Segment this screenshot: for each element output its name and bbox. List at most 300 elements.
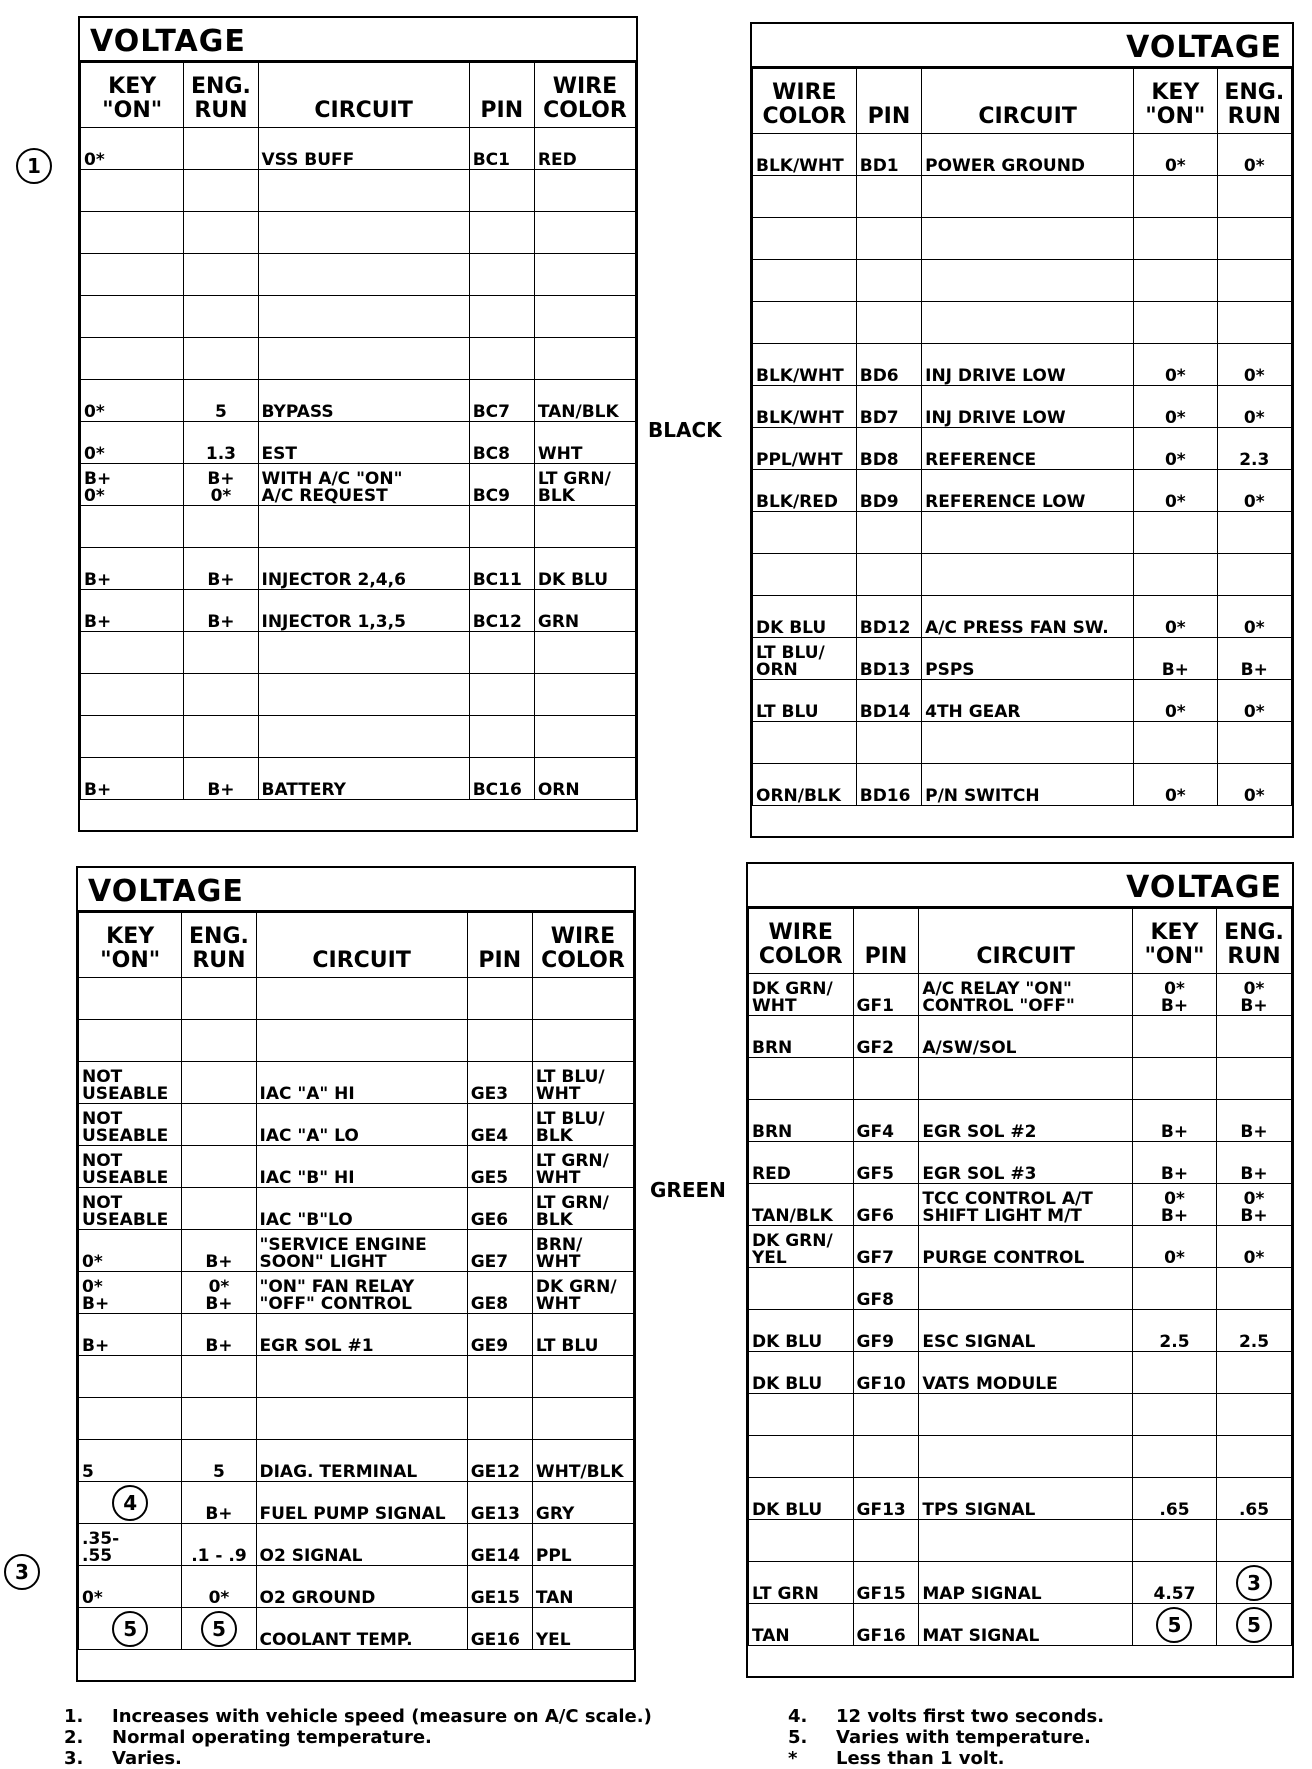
footnote: 3. Varies.: [64, 1748, 182, 1769]
cell-run: [184, 254, 258, 296]
cell-wire: [749, 1058, 854, 1100]
cell-circuit: [919, 1058, 1133, 1100]
cell-wire: [534, 338, 635, 380]
cell-run: 5: [182, 1440, 256, 1482]
cell-circuit: [919, 1268, 1133, 1310]
cell-pin: [469, 716, 534, 758]
table-row: [79, 1230, 634, 1272]
cell-key: 0*: [1132, 1226, 1216, 1268]
table-row: [81, 464, 636, 506]
cell-circuit: [919, 1436, 1133, 1478]
cell-wire: BLK/WHT: [753, 134, 857, 176]
table-row: [79, 978, 634, 1020]
cell-wire: [749, 1394, 854, 1436]
footnote: 5. Varies with temperature.: [788, 1727, 1091, 1748]
cell-key: .65: [1132, 1478, 1216, 1520]
cell-pin: GE12: [467, 1440, 532, 1482]
table-row: [753, 680, 1292, 722]
cell-key: 5: [79, 1440, 182, 1482]
cell-key: B+: [79, 1314, 182, 1356]
cell-wire: WHT/BLK: [532, 1440, 633, 1482]
cell-circuit: IAC "A" HI: [256, 1062, 467, 1104]
cell-wire: [749, 1268, 854, 1310]
cell-key: [1132, 1058, 1216, 1100]
table-row: [79, 1062, 634, 1104]
cell-circuit: [922, 512, 1134, 554]
cell-key: [1132, 1352, 1216, 1394]
table-row: [749, 1604, 1292, 1646]
cell-run: 0*: [1217, 386, 1291, 428]
cell-pin: GF13: [853, 1478, 919, 1520]
table-row: [753, 302, 1292, 344]
cell-key: 0* B+: [79, 1272, 182, 1314]
cell-run: [182, 1188, 256, 1230]
cell-circuit: TPS SIGNAL: [919, 1478, 1133, 1520]
cell-circuit: "ON" FAN RELAY "OFF" CONTROL: [256, 1272, 467, 1314]
cell-key: B+: [1134, 638, 1217, 680]
cell-wire: [534, 170, 635, 212]
cell-run: [182, 1062, 256, 1104]
note-marker-3: 3: [4, 1554, 40, 1590]
column-header-run: ENG. RUN: [182, 913, 256, 978]
cell-wire: LT BLU: [753, 680, 857, 722]
cell-key: [81, 170, 184, 212]
cell-circuit: A/C PRESS FAN SW.: [922, 596, 1134, 638]
cell-circuit: O2 SIGNAL: [256, 1524, 467, 1566]
cell-circuit: TCC CONTROL A/T SHIFT LIGHT M/T: [919, 1184, 1133, 1226]
cell-key: 0*: [1134, 596, 1217, 638]
cell-key: [1132, 1436, 1216, 1478]
cell-wire: DK BLU: [534, 548, 635, 590]
table-row: [753, 134, 1292, 176]
table-row: [753, 218, 1292, 260]
cell-pin: BD6: [856, 344, 921, 386]
cell-wire: [532, 978, 633, 1020]
cell-wire: WHT: [534, 422, 635, 464]
cell-key: 0*: [79, 1566, 182, 1608]
cell-run: [184, 632, 258, 674]
table-header-row: [753, 69, 1292, 134]
cell-run: B+: [184, 590, 258, 632]
table-header-row: [81, 63, 636, 128]
cell-wire: LT GRN/ BLK: [532, 1188, 633, 1230]
cell-run: [1217, 260, 1291, 302]
note-ref-circle: 5: [201, 1611, 237, 1647]
cell-key: 2.5: [1132, 1310, 1216, 1352]
connector-ge-table: [76, 866, 636, 1682]
cell-wire: [532, 1398, 633, 1440]
cell-pin: [853, 1058, 919, 1100]
table-row: [753, 386, 1292, 428]
cell-wire: BLK/RED: [753, 470, 857, 512]
cell-key: [79, 1356, 182, 1398]
cell-run: [1217, 1268, 1292, 1310]
cell-wire: [753, 302, 857, 344]
cell-key: [81, 296, 184, 338]
cell-pin: [467, 978, 532, 1020]
table-row: [749, 1478, 1292, 1520]
table-row: [79, 1104, 634, 1146]
cell-pin: GF9: [853, 1310, 919, 1352]
cell-run: 0*: [1217, 596, 1291, 638]
cell-pin: GE3: [467, 1062, 532, 1104]
cell-wire: DK GRN/ WHT: [532, 1272, 633, 1314]
cell-run: 0* B+: [182, 1272, 256, 1314]
cell-run: [182, 1356, 256, 1398]
cell-key: NOT USEABLE: [79, 1104, 182, 1146]
cell-circuit: EGR SOL #2: [919, 1100, 1133, 1142]
cell-run: [1217, 1520, 1292, 1562]
cell-run: [182, 1398, 256, 1440]
cell-run: [184, 506, 258, 548]
cell-key: [1132, 1520, 1216, 1562]
cell-circuit: [919, 1520, 1133, 1562]
cell-wire: [534, 716, 635, 758]
cell-key: B+: [81, 758, 184, 800]
table-row: [79, 1272, 634, 1314]
cell-wire: [753, 722, 857, 764]
cell-circuit: P/N SWITCH: [922, 764, 1134, 806]
table-row: [753, 344, 1292, 386]
cell-pin: [467, 1398, 532, 1440]
table-row: [79, 1566, 634, 1608]
cell-circuit: INJ DRIVE LOW: [922, 344, 1134, 386]
table-row: [749, 1184, 1292, 1226]
cell-key: [79, 1608, 182, 1650]
cell-wire: [534, 296, 635, 338]
note-ref-circle: 5: [112, 1611, 148, 1647]
cell-pin: [469, 632, 534, 674]
cell-key: [1134, 260, 1217, 302]
cell-wire: TAN/BLK: [749, 1184, 854, 1226]
table-row: [79, 1398, 634, 1440]
cell-wire: DK GRN/ YEL: [749, 1226, 854, 1268]
cell-circuit: EGR SOL #1: [256, 1314, 467, 1356]
table-row: [79, 1146, 634, 1188]
cell-wire: [753, 512, 857, 554]
table-row: [81, 422, 636, 464]
cell-circuit: BATTERY: [258, 758, 469, 800]
cell-run: B+: [184, 758, 258, 800]
column-header-key: KEY "ON": [1134, 69, 1217, 134]
cell-run: [1217, 512, 1291, 554]
table-row: [79, 1188, 634, 1230]
cell-circuit: EGR SOL #3: [919, 1142, 1133, 1184]
cell-circuit: A/SW/SOL: [919, 1016, 1133, 1058]
cell-wire: GRY: [532, 1482, 633, 1524]
column-header-pin: PIN: [469, 63, 534, 128]
cell-key: [81, 632, 184, 674]
cell-key: 0*: [81, 128, 184, 170]
footnotes-left: [64, 1706, 684, 1769]
cell-key: 0*: [1134, 680, 1217, 722]
cell-run: 5: [184, 380, 258, 422]
cell-circuit: [922, 302, 1134, 344]
cell-run: [1217, 1394, 1292, 1436]
cell-key: B+: [1132, 1142, 1216, 1184]
cell-run: [182, 1146, 256, 1188]
cell-circuit: [258, 254, 469, 296]
cell-run: 2.5: [1217, 1310, 1292, 1352]
cell-wire: DK BLU: [753, 596, 857, 638]
cell-pin: [469, 170, 534, 212]
table-row: [79, 1356, 634, 1398]
cell-pin: BD16: [856, 764, 921, 806]
column-header-circuit: CIRCUIT: [256, 913, 467, 978]
table-row: [81, 380, 636, 422]
cell-key: [79, 1482, 182, 1524]
cell-wire: [532, 1020, 633, 1062]
cell-key: 0*: [81, 380, 184, 422]
cell-run: [184, 338, 258, 380]
note-ref-circle: 4: [112, 1485, 148, 1521]
cell-pin: GF6: [853, 1184, 919, 1226]
cell-key: 0*: [1134, 470, 1217, 512]
cell-pin: GE4: [467, 1104, 532, 1146]
cell-pin: [469, 674, 534, 716]
column-header-circuit: CIRCUIT: [919, 909, 1133, 974]
cell-run: [1217, 176, 1291, 218]
table-row: [749, 1436, 1292, 1478]
cell-pin: GE7: [467, 1230, 532, 1272]
cell-wire: [753, 260, 857, 302]
footnote: 1. Increases with vehicle speed (measure on A/C scale.): [64, 1706, 652, 1727]
cell-circuit: INJECTOR 2,4,6: [258, 548, 469, 590]
table-row: [81, 506, 636, 548]
connector-bc-table: [78, 16, 638, 832]
cell-pin: BD1: [856, 134, 921, 176]
cell-pin: [856, 722, 921, 764]
cell-run: [1217, 302, 1291, 344]
cell-circuit: INJ DRIVE LOW: [922, 386, 1134, 428]
table-row: [749, 1352, 1292, 1394]
cell-run: 0*: [182, 1566, 256, 1608]
cell-key: [81, 254, 184, 296]
cell-key: NOT USEABLE: [79, 1188, 182, 1230]
cell-key: 0* B+: [1132, 1184, 1216, 1226]
cell-circuit: A/C RELAY "ON" CONTROL "OFF": [919, 974, 1133, 1016]
cell-wire: [753, 218, 857, 260]
cell-run: [184, 296, 258, 338]
cell-circuit: "SERVICE ENGINE SOON" LIGHT: [256, 1230, 467, 1272]
cell-circuit: VATS MODULE: [919, 1352, 1133, 1394]
cell-key: [81, 506, 184, 548]
cell-key: 0*: [1134, 428, 1217, 470]
cell-pin: GE9: [467, 1314, 532, 1356]
column-header-key: KEY "ON": [1132, 909, 1216, 974]
cell-wire: RED: [534, 128, 635, 170]
cell-pin: BD13: [856, 638, 921, 680]
cell-run: [1217, 1562, 1292, 1604]
cell-pin: GF4: [853, 1100, 919, 1142]
table-row: [79, 1608, 634, 1650]
cell-circuit: [256, 1356, 467, 1398]
cell-key: 0*: [79, 1230, 182, 1272]
cell-run: 0* B+: [1217, 974, 1292, 1016]
table-row: [749, 1226, 1292, 1268]
table-row: [753, 638, 1292, 680]
table-row: [749, 1058, 1292, 1100]
table-row: [749, 1016, 1292, 1058]
table-row: [753, 470, 1292, 512]
cell-run: 0*: [1217, 344, 1291, 386]
cell-wire: [749, 1436, 854, 1478]
cell-wire: DK BLU: [749, 1352, 854, 1394]
cell-circuit: POWER GROUND: [922, 134, 1134, 176]
cell-wire: [534, 674, 635, 716]
cell-key: B+ 0*: [81, 464, 184, 506]
cell-run: 0*: [1217, 1226, 1292, 1268]
table-row: [79, 1524, 634, 1566]
column-header-wire: WIRE COLOR: [534, 63, 635, 128]
cell-pin: BD12: [856, 596, 921, 638]
cell-run: .1 - .9: [182, 1524, 256, 1566]
cell-circuit: PURGE CONTROL: [919, 1226, 1133, 1268]
cell-wire: [532, 1356, 633, 1398]
cell-run: [184, 128, 258, 170]
cell-wire: LT BLU/ WHT: [532, 1062, 633, 1104]
cell-circuit: BYPASS: [258, 380, 469, 422]
cell-run: [184, 212, 258, 254]
cell-pin: GF10: [853, 1352, 919, 1394]
column-header-circuit: CIRCUIT: [258, 63, 469, 128]
connector-label-green: GREEN: [650, 1178, 726, 1202]
table-row: [79, 1440, 634, 1482]
column-header-run: ENG. RUN: [1217, 69, 1291, 134]
cell-key: [81, 338, 184, 380]
table-header-row: [749, 909, 1292, 974]
cell-circuit: [922, 260, 1134, 302]
table-row: [81, 128, 636, 170]
cell-pin: [856, 554, 921, 596]
cell-wire: [534, 632, 635, 674]
cell-run: 0*: [1217, 470, 1291, 512]
cell-wire: BRN/ WHT: [532, 1230, 633, 1272]
cell-wire: YEL: [532, 1608, 633, 1650]
cell-pin: [856, 512, 921, 554]
cell-key: 4.57: [1132, 1562, 1216, 1604]
cell-run: B+: [182, 1314, 256, 1356]
column-header-run: ENG. RUN: [1217, 909, 1292, 974]
cell-pin: GE16: [467, 1608, 532, 1650]
cell-key: B+: [81, 548, 184, 590]
table-row: [753, 260, 1292, 302]
table-row: [753, 554, 1292, 596]
cell-circuit: [258, 716, 469, 758]
cell-key: [1134, 302, 1217, 344]
table-row: [81, 338, 636, 380]
cell-key: [1132, 1016, 1216, 1058]
cell-run: [1217, 722, 1291, 764]
cell-wire: PPL: [532, 1524, 633, 1566]
note-marker-1: 1: [16, 148, 52, 184]
cell-run: [1217, 1436, 1292, 1478]
cell-circuit: [922, 722, 1134, 764]
cell-pin: BC16: [469, 758, 534, 800]
cell-circuit: [258, 296, 469, 338]
table-row: [81, 212, 636, 254]
cell-pin: [469, 254, 534, 296]
table-row: [81, 674, 636, 716]
cell-pin: [853, 1520, 919, 1562]
cell-wire: [534, 212, 635, 254]
table-row: [749, 1394, 1292, 1436]
cell-key: [1134, 722, 1217, 764]
column-header-pin: PIN: [856, 69, 921, 134]
cell-circuit: IAC "A" LO: [256, 1104, 467, 1146]
cell-pin: [856, 176, 921, 218]
table-row: [79, 1314, 634, 1356]
cell-run: 2.3: [1217, 428, 1291, 470]
cell-circuit: PSPS: [922, 638, 1134, 680]
cell-key: 0*: [1134, 134, 1217, 176]
table-title: VOLTAGE: [752, 24, 1292, 68]
cell-circuit: MAP SIGNAL: [919, 1562, 1133, 1604]
cell-pin: GF8: [853, 1268, 919, 1310]
cell-pin: [853, 1436, 919, 1478]
cell-wire: RED: [749, 1142, 854, 1184]
cell-pin: [856, 218, 921, 260]
table-title: VOLTAGE: [80, 18, 636, 62]
cell-run: [182, 1104, 256, 1146]
column-header-key: KEY "ON": [81, 63, 184, 128]
cell-pin: [467, 1020, 532, 1062]
cell-key: B+: [81, 590, 184, 632]
table-row: [81, 548, 636, 590]
cell-pin: BC7: [469, 380, 534, 422]
cell-key: [81, 212, 184, 254]
cell-circuit: MAT SIGNAL: [919, 1604, 1133, 1646]
cell-circuit: EST: [258, 422, 469, 464]
cell-pin: BD9: [856, 470, 921, 512]
cell-run: [184, 716, 258, 758]
cell-run: 0*: [1217, 764, 1291, 806]
cell-pin: BD7: [856, 386, 921, 428]
cell-key: 0*: [1134, 344, 1217, 386]
cell-circuit: [258, 674, 469, 716]
cell-wire: BLK/WHT: [753, 386, 857, 428]
cell-key: 0* B+: [1132, 974, 1216, 1016]
connector-label-black: BLACK: [648, 418, 722, 442]
cell-pin: GE5: [467, 1146, 532, 1188]
cell-circuit: [258, 632, 469, 674]
cell-circuit: IAC "B"LO: [256, 1188, 467, 1230]
cell-key: [81, 716, 184, 758]
cell-pin: GF5: [853, 1142, 919, 1184]
cell-key: [1134, 218, 1217, 260]
cell-pin: GF1: [853, 974, 919, 1016]
cell-pin: [856, 302, 921, 344]
cell-key: [1134, 176, 1217, 218]
cell-key: NOT USEABLE: [79, 1062, 182, 1104]
cell-pin: GE13: [467, 1482, 532, 1524]
table-row: [753, 722, 1292, 764]
cell-circuit: [256, 1398, 467, 1440]
table-row: [749, 1310, 1292, 1352]
table-row: [81, 296, 636, 338]
cell-pin: GE6: [467, 1188, 532, 1230]
cell-pin: [853, 1394, 919, 1436]
cell-circuit: FUEL PUMP SIGNAL: [256, 1482, 467, 1524]
cell-key: [79, 1398, 182, 1440]
cell-key: [81, 674, 184, 716]
cell-wire: ORN: [534, 758, 635, 800]
cell-run: 1.3: [184, 422, 258, 464]
cell-circuit: [922, 554, 1134, 596]
footnote: * Less than 1 volt.: [788, 1748, 1005, 1769]
cell-wire: LT GRN/ WHT: [532, 1146, 633, 1188]
note-ref-circle: 5: [1236, 1607, 1272, 1643]
